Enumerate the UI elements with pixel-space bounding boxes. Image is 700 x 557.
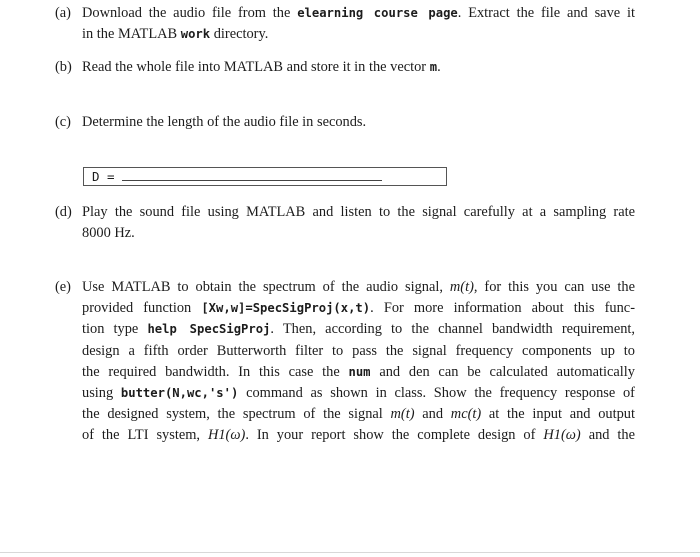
elearning-course-page-code: elearning course page (297, 6, 458, 20)
vector-m-code: m (429, 60, 438, 74)
item-a-line-1: (a) Download the audio file from the elearning course page. Extract the file and save it (55, 3, 635, 24)
butter-command-code: butter(N,wc,'s') (120, 385, 239, 400)
item-e-line-5: the required bandwidth. In this case the num and den can be calculated automatically (82, 363, 635, 380)
math-m-t: m(t) (390, 406, 415, 423)
help-specsigproj-code: help SpecSigProj (147, 322, 271, 337)
answer-blank-line (122, 180, 382, 181)
item-a-line-2: in the MATLAB work directory. (82, 26, 269, 43)
item-e-line-7: the designed system, the spectrum of the signal m(t) and mc(t) at the input and output (82, 406, 635, 423)
item-a (55, 3, 635, 45)
item-d-line-1: (d) Play the sound file using MATLAB and listen to the signal carefully at a sampling rate (55, 202, 635, 223)
answer-box-d[interactable] (83, 167, 447, 186)
item-b-line-1: (b) Read the whole file into MATLAB and store it in the vector m. (55, 57, 635, 78)
work-directory-code: work (180, 27, 211, 42)
item-e-line-2: provided function [Xw,w]=SpecSigProj(x,t). For more information about this func- (82, 300, 635, 317)
math-m-t: m(t) (449, 279, 474, 295)
answer-box-label: D = (92, 169, 115, 184)
specsigproj-function-code: [Xw,w]=SpecSigProj(x,t) (201, 301, 371, 316)
math-h1-omega: H1(ω) (543, 427, 581, 444)
math-mc-t: mc(t) (450, 406, 482, 423)
item-e-line-8: of the LTI system, H1(ω). In your report show the complete design of H1(ω) and the (82, 427, 635, 444)
math-h1-omega: H1(ω) (207, 427, 246, 444)
item-e-line-6: using butter(N,wc,'s') command as shown in class. Show the frequency response of (82, 384, 635, 401)
item-d-label: (d) (55, 204, 72, 220)
item-c-line-1: (c) Determine the length of the audio file in seconds. (55, 112, 635, 133)
item-a-label: (a) (55, 5, 71, 21)
item-d (55, 202, 635, 244)
num-code: num (348, 364, 371, 379)
item-d-line-2: 8000 Hz. (82, 225, 135, 242)
item-e-line-3: tion type help SpecSigProj. Then, according to the channel bandwidth requirement, (82, 321, 635, 338)
item-e (55, 277, 635, 447)
item-b-label: (b) (55, 59, 72, 75)
item-c-label: (c) (55, 114, 71, 130)
item-c (55, 112, 635, 133)
item-b (55, 57, 635, 78)
item-e-line-1: (e) Use MATLAB to obtain the spectrum of the audio signal, m(t), for this you can use the (55, 277, 635, 298)
page-bottom-divider (0, 552, 700, 553)
item-e-line-4: design a fifth order Butterworth filter to pass the signal frequency components up to (82, 342, 635, 359)
item-e-label: (e) (55, 279, 71, 295)
